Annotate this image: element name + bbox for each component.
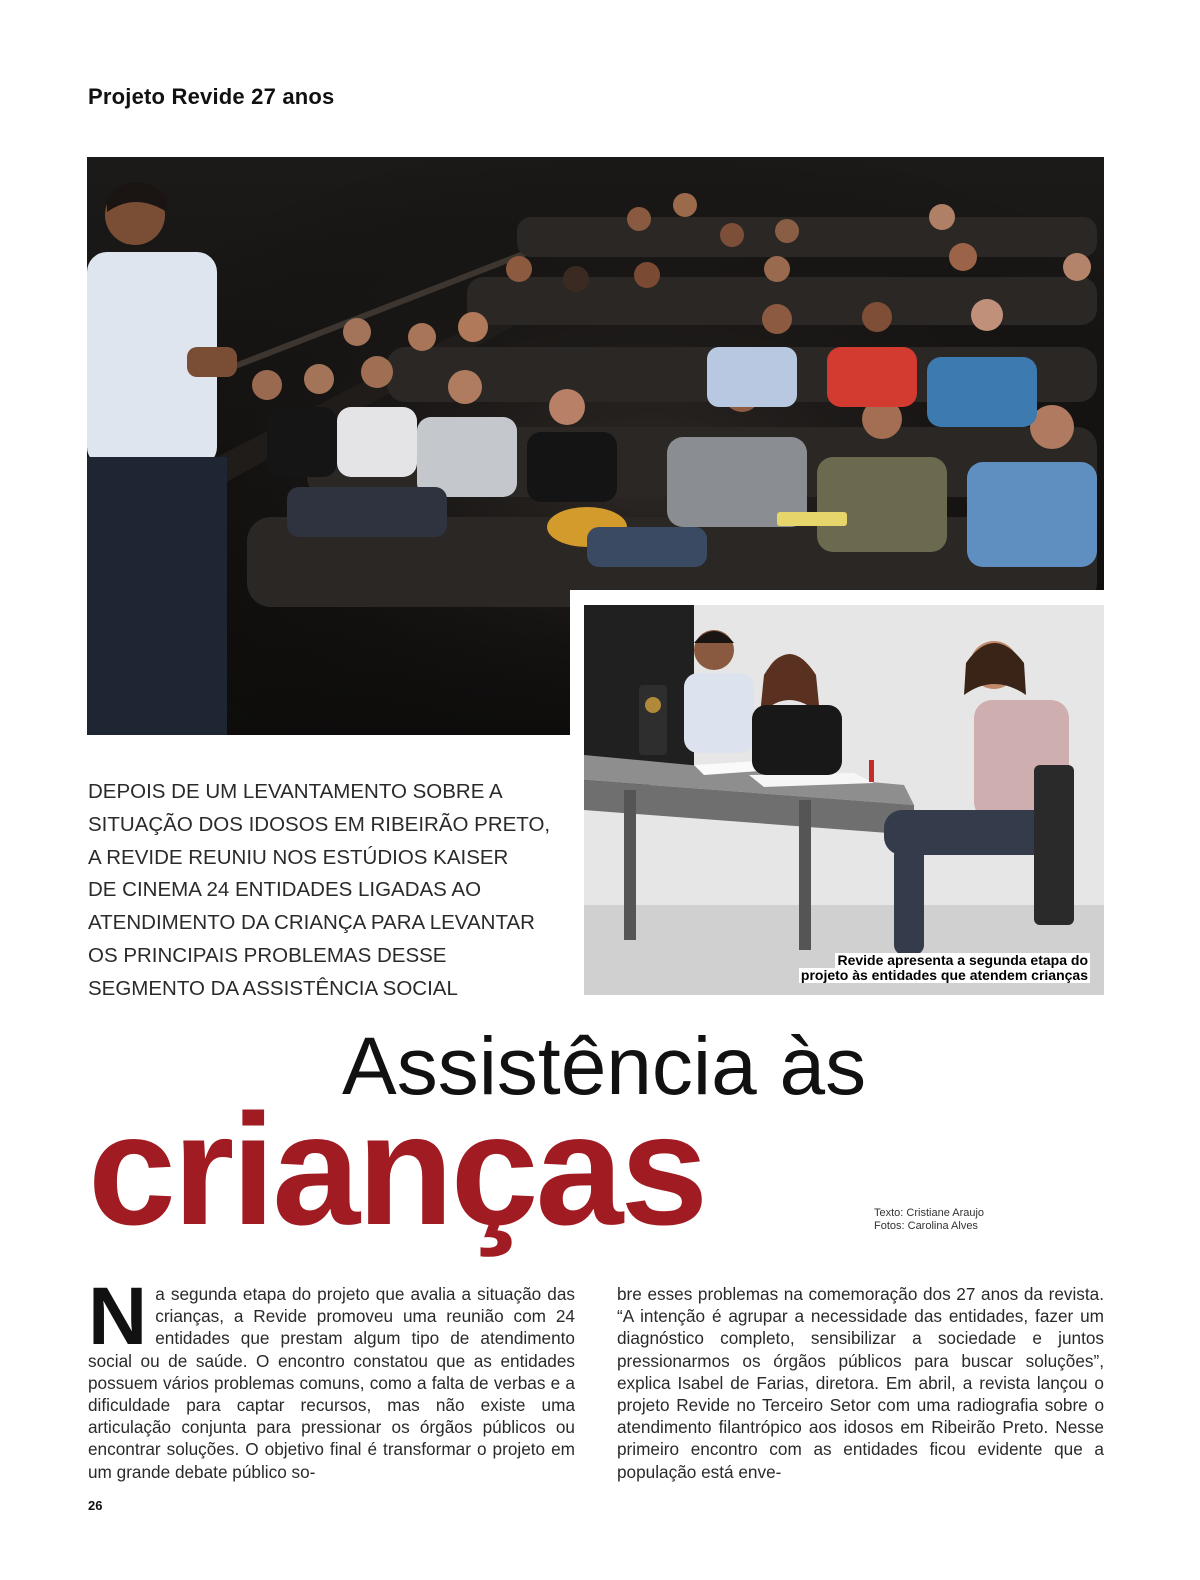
lead-line: A REVIDE REUNIU NOS ESTÚDIOS KAISER <box>88 845 509 869</box>
drop-cap: N <box>88 1271 148 1362</box>
lead-line: OS PRINCIPAIS PROBLEMAS DESSE <box>88 943 447 967</box>
credit-photos: Fotos: Carolina Alves <box>874 1220 978 1232</box>
credits <box>874 1207 984 1233</box>
page-number: 26 <box>88 1498 103 1513</box>
lead-line: ATENDIMENTO DA CRIANÇA PARA LEVANTAR <box>88 911 535 935</box>
caption-line-2: projeto às entidades que atendem crianças <box>800 967 1088 983</box>
lead-line: SITUAÇÃO DOS IDOSOS EM RIBEIRÃO PRETO, <box>88 812 551 836</box>
caption-line-1: Revide apresenta a segunda etapa do <box>837 952 1088 968</box>
panel-photo-illustration <box>584 605 1104 995</box>
body-column-1 <box>88 1271 575 1483</box>
inset-photo <box>584 605 1104 995</box>
lead-line: DE CINEMA 24 ENTIDADES LIGADAS AO <box>88 878 482 902</box>
headline-top: Assistência às <box>342 1021 867 1112</box>
headline-main: crianças <box>88 1082 706 1258</box>
photo-caption <box>799 953 1090 983</box>
body-text-1: a segunda etapa do projeto que avalia a situação das crianças, a Revide promoveu uma reunião com 24 entidades que prestam algum tipo de atendimento social ou de saúde. O encontro constatou que as entidades possuem vários problemas comuns, como a falta de verbas e a dificuldade para captar recursos, mas não existe uma articulação conjunta para pressionar os órgãos públicos ou encontrar soluções. O objetivo final é transformar o projeto em um grande debate público so- <box>88 1284 575 1482</box>
lead-line: SEGMENTO DA ASSISTÊNCIA SOCIAL <box>88 976 458 1000</box>
section-label: Projeto Revide 27 anos <box>88 84 335 109</box>
lead-line: DEPOIS DE UM LEVANTAMENTO SOBRE A <box>88 780 503 803</box>
body-text-2: bre esses problemas na comemoração dos 27 anos da revista. “A intenção é agrupar a necessidade das entidades, fazer um diagnóstico completo, sensibilizar a sociedade e juntos pressionarmos os órgãos públicos para buscar soluções”, explica Isabel de Farias, diretora. Em abril, a revista lançou o projeto Revide no Terceiro Setor com uma radiografia sobre o atendimento filantrópico aos idosos em Ribeirão Preto. Nesse primeiro encontro com as entidades ficou evidente que a população está enve- <box>617 1284 1104 1482</box>
credit-text: Texto: Cristiane Araujo <box>874 1207 985 1219</box>
body-column-2 <box>617 1283 1104 1483</box>
lead-paragraph <box>88 776 551 1006</box>
